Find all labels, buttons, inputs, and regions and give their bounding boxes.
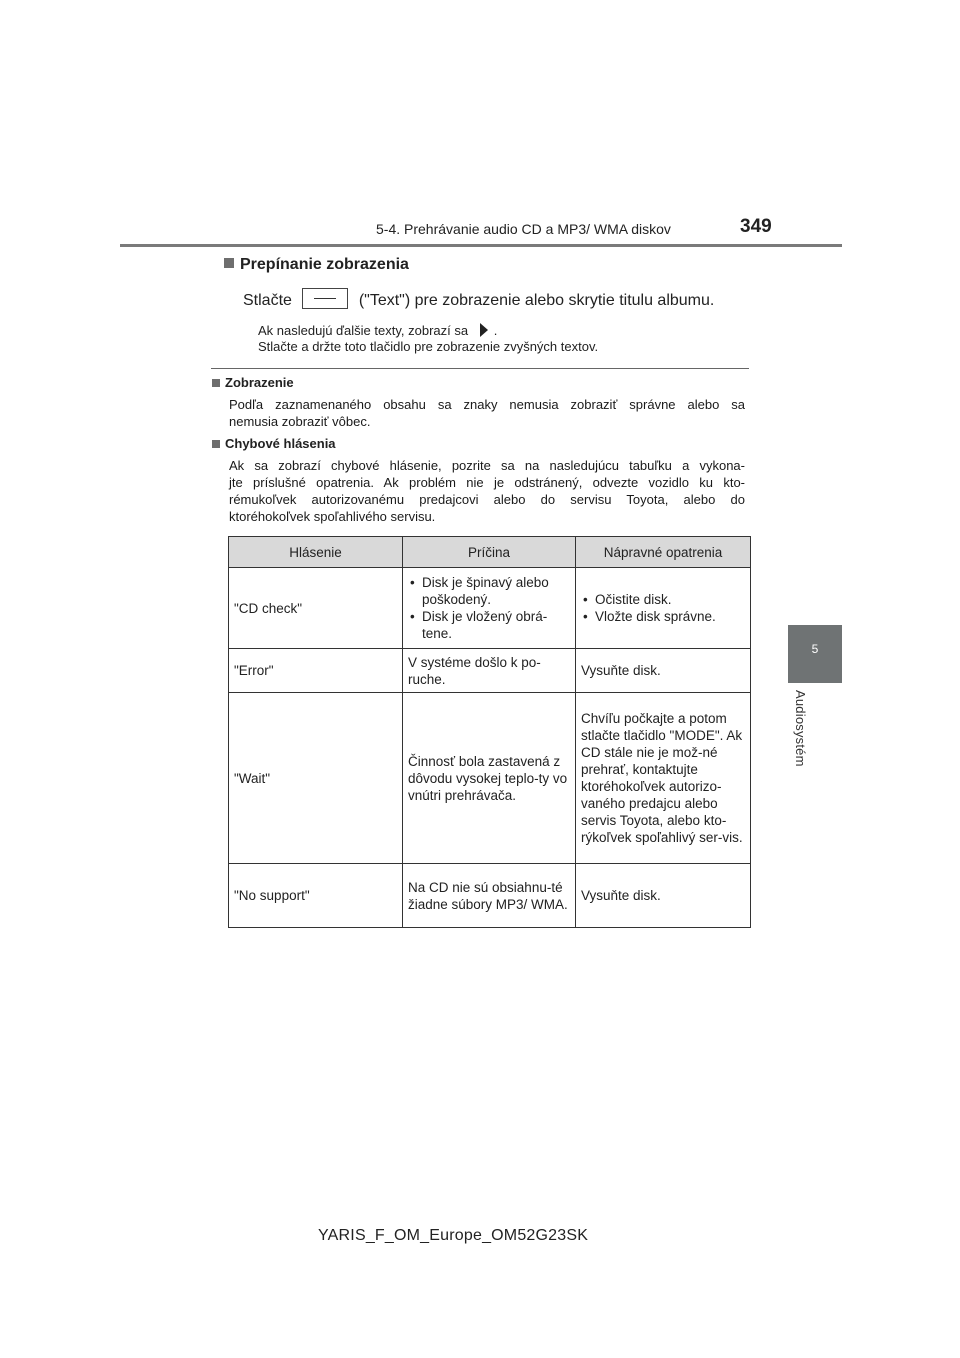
cell-message: "Wait" — [229, 693, 403, 864]
list-item: • Očistite disk. — [581, 591, 745, 608]
instruction-before: Stlačte — [243, 292, 292, 309]
notes-divider — [211, 368, 749, 369]
note-line: nemusia zobraziť vôbec. — [229, 414, 371, 429]
note-line: ktoréhokoľvek spoľahlivého servisu. — [229, 509, 436, 524]
arrow-right-icon — [472, 322, 494, 338]
note-heading-text: Zobrazenie — [225, 375, 294, 390]
list-item: • Disk je špinavý alebo poškodený. — [408, 574, 570, 608]
cause-list — [408, 574, 570, 642]
note-line: jte príslušné opatrenia. Ak problém nie je odstránený, odvezte vozidlo ku kto- — [229, 475, 745, 490]
cell-cause: Činnosť bola zastavená z dôvodu vysokej teplo-ty vo vnútri prehrávača. — [403, 693, 576, 864]
note-line-1-after: . — [493, 323, 498, 338]
note-body-errors — [229, 457, 745, 525]
note-line-1 — [258, 322, 497, 338]
column-header-cause: Príčina — [403, 537, 576, 568]
cell-remedy: Chvíľu počkajte a potom stlačte tlačidlo "MODE". Ak CD stále nie je mož-né prehrať, kontaktujte ktoréhokoľvek autorizo-vaného predajcu alebo servis Toyota, alebo kto-rýkoľvek spoľahlivý ser-vis. — [576, 693, 751, 864]
column-header-remedy: Nápravné opatrenia — [576, 537, 751, 568]
note-heading-text: Chybové hlásenia — [225, 436, 336, 451]
cell-remedy: Vysuňte disk. — [576, 864, 751, 928]
chapter-label: Audiosystém — [793, 690, 808, 767]
cell-message: "No support" — [229, 864, 403, 928]
header-section-title: 5-4. Prehrávanie audio CD a MP3/ WMA diskov — [376, 221, 671, 237]
note-line: rémukoľvek autorizovanému predajcovi alebo do servisu Toyota, alebo do — [229, 492, 745, 507]
chapter-number: 5 — [811, 642, 819, 656]
note-line-1-before: Ak nasledujú ďalšie texty, zobrazí sa — [258, 323, 469, 338]
cell-cause: V systéme došlo k po-ruche. — [403, 649, 576, 693]
table-row — [229, 568, 751, 649]
remedy-list — [581, 591, 745, 625]
chapter-tab — [788, 625, 842, 683]
text-button-icon — [302, 288, 348, 309]
note-line-2: Stlačte a držte toto tlačidlo pre zobrazenie zvyšných textov. — [258, 339, 599, 354]
note-body-display — [229, 396, 745, 430]
cell-remedy: Vysuňte disk. — [576, 649, 751, 693]
document-code: YARIS_F_OM_Europe_OM52G23SK — [318, 1227, 589, 1244]
cell-cause: Na CD nie sú obsiahnu-té žiadne súbory MP3/ WMA. — [403, 864, 576, 928]
square-bullet-icon — [212, 379, 220, 387]
header-divider — [120, 244, 842, 247]
section-title — [224, 256, 409, 274]
list-item: • Vložte disk správne. — [581, 608, 745, 625]
section-title-text: Prepínanie zobrazenia — [240, 256, 409, 273]
error-messages-table — [228, 536, 751, 928]
table-row — [229, 649, 751, 693]
square-bullet-icon — [212, 440, 220, 448]
table-row — [229, 864, 751, 928]
table-header-row — [229, 537, 751, 568]
note-line: Podľa zaznamenaného obsahu sa znaky nemusia zobraziť správne alebo sa — [229, 397, 745, 412]
note-heading-errors — [212, 436, 336, 451]
note-heading-display — [212, 375, 294, 390]
page-number: 349 — [740, 216, 772, 237]
cell-cause — [403, 568, 576, 649]
note-line: Ak sa zobrazí chybové hlásenie, pozrite sa na nasledujúcu tabuľku a vykona- — [229, 458, 745, 473]
cell-message: "CD check" — [229, 568, 403, 649]
square-bullet-icon — [224, 258, 234, 268]
cell-message: "Error" — [229, 649, 403, 693]
instruction-after: ("Text") pre zobrazenie alebo skrytie titulu albumu. — [358, 292, 715, 309]
cell-remedy — [576, 568, 751, 649]
list-item: • Disk je vložený obrá-tene. — [408, 608, 570, 642]
column-header-message: Hlásenie — [229, 537, 403, 568]
table-row — [229, 693, 751, 864]
instruction-text — [243, 288, 714, 310]
